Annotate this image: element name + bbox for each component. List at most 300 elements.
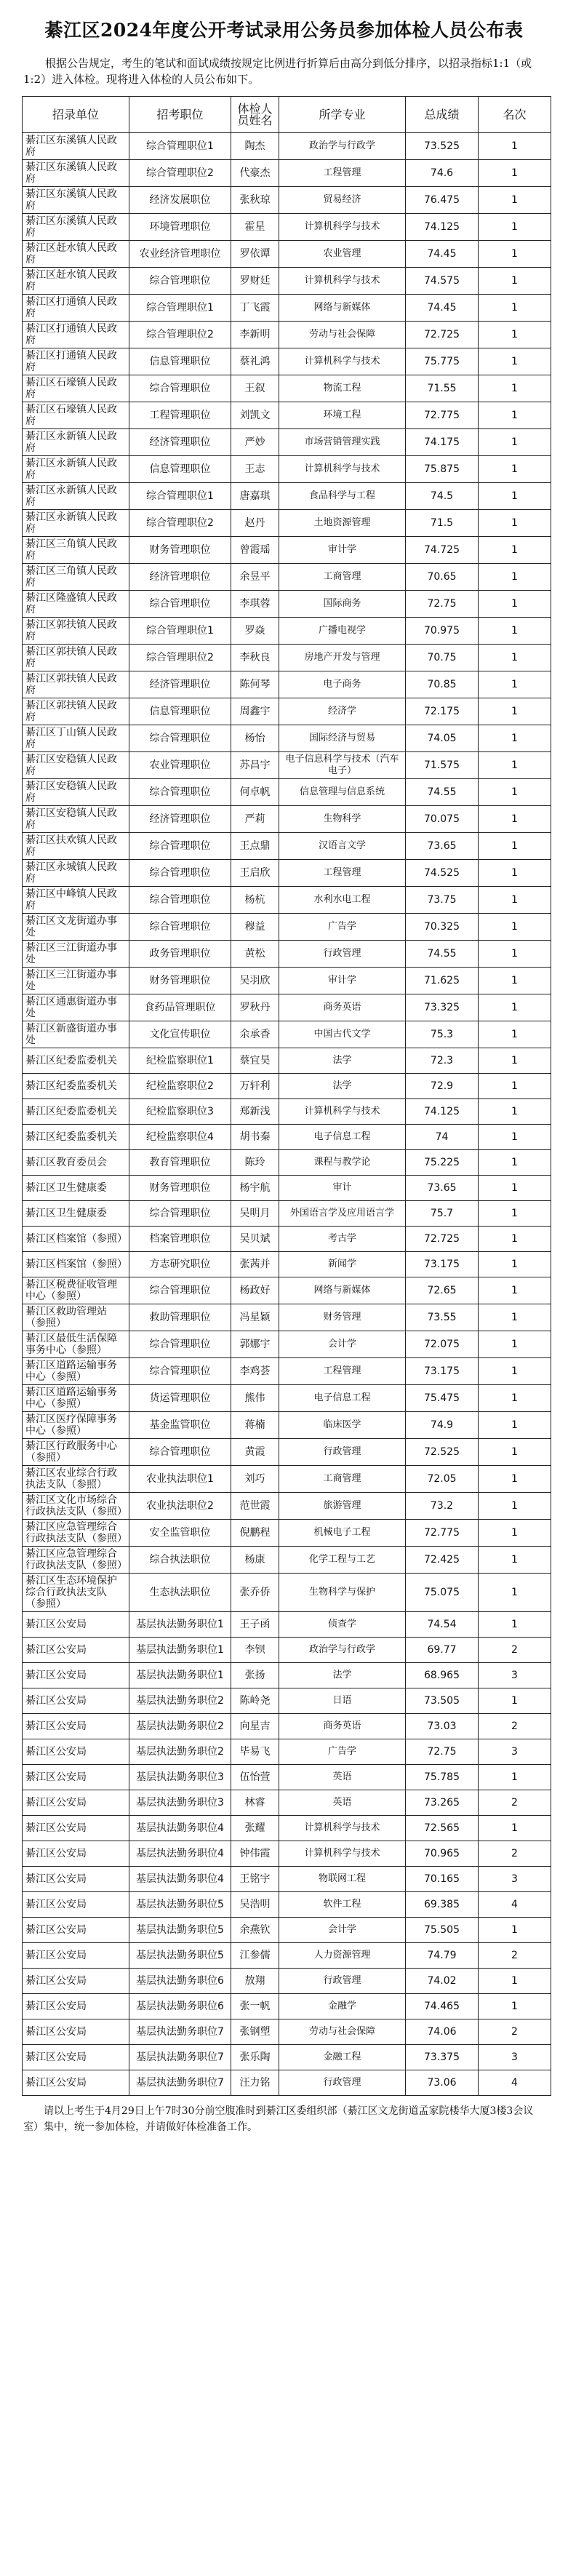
cell-score: 75.075	[406, 1574, 479, 1612]
cell-unit: 綦江区救助管理站（参照）	[23, 1304, 129, 1331]
cell-unit: 綦江区三角镇人民政府	[23, 564, 129, 591]
cell-position: 综合管理职位	[129, 1277, 231, 1304]
cell-rank: 1	[479, 1918, 551, 1943]
cell-position: 综合管理职位	[129, 1331, 231, 1358]
cell-position: 基金监管职位	[129, 1412, 231, 1439]
candidates-table	[22, 96, 551, 2096]
cell-unit: 綦江区公安局	[23, 2045, 129, 2070]
cell-name: 罗财廷	[231, 268, 279, 295]
cell-name: 杨康	[231, 1547, 279, 1574]
cell-name: 蔡宜昊	[231, 1048, 279, 1074]
cell-name: 李钡	[231, 1638, 279, 1663]
cell-unit: 綦江区最低生活保障事务中心（参照）	[23, 1331, 129, 1358]
cell-score: 72.775	[406, 402, 479, 429]
cell-rank: 2	[479, 2019, 551, 2045]
cell-unit: 綦江区东溪镇人民政府	[23, 214, 129, 241]
cell-name: 张钢塑	[231, 2019, 279, 2045]
cell-name: 张扬	[231, 1663, 279, 1688]
cell-name: 陈玲	[231, 1150, 279, 1176]
cell-major: 广告学	[279, 914, 406, 941]
cell-position: 财务管理职位	[129, 537, 231, 564]
cell-unit: 綦江区永新镇人民政府	[23, 456, 129, 483]
cell-name: 熊伟	[231, 1385, 279, 1412]
table-row	[23, 1816, 551, 1841]
cell-rank: 1	[479, 564, 551, 591]
table-row	[23, 1841, 551, 1867]
table-row	[23, 2070, 551, 2096]
table-row	[23, 618, 551, 645]
cell-position: 基层执法勤务职位5	[129, 1892, 231, 1918]
cell-rank: 4	[479, 2070, 551, 2096]
cell-name: 伍怡萱	[231, 1765, 279, 1790]
footer-note: 请以上考生于4月29日上午7时30分前空腹准时到綦江区委组织部（綦江区文龙街道孟家院楼华大厦3楼3会议室）集中，统一参加体检，并请做好体检准备工作。	[23, 2105, 534, 2133]
cell-unit: 綦江区三江街道办事处	[23, 968, 129, 994]
cell-unit: 綦江区公安局	[23, 1918, 129, 1943]
cell-major: 新闻学	[279, 1252, 406, 1277]
cell-position: 生态执法职位	[129, 1574, 231, 1612]
cell-rank: 1	[479, 295, 551, 322]
header-name: 体检人员姓名	[231, 97, 279, 133]
cell-unit: 綦江区公安局	[23, 1816, 129, 1841]
cell-major: 土地资源管理	[279, 510, 406, 537]
cell-rank: 1	[479, 1969, 551, 1994]
cell-major: 网络与新媒体	[279, 295, 406, 322]
table-row	[23, 1358, 551, 1385]
cell-position: 综合管理职位	[129, 833, 231, 860]
cell-position: 信息管理职位	[129, 456, 231, 483]
cell-unit: 綦江区道路运输事务中心（参照）	[23, 1358, 129, 1385]
cell-score: 70.965	[406, 1841, 479, 1867]
cell-position: 综合管理职位	[129, 375, 231, 402]
cell-position: 档案管理职位	[129, 1227, 231, 1252]
cell-major: 英语	[279, 1790, 406, 1816]
cell-position: 工程管理职位	[129, 402, 231, 429]
cell-unit: 綦江区公安局	[23, 1841, 129, 1867]
cell-position: 基层执法勤务职位4	[129, 1867, 231, 1892]
cell-unit: 綦江区公安局	[23, 1714, 129, 1739]
cell-major: 行政管理	[279, 1969, 406, 1994]
cell-position: 综合管理职位2	[129, 510, 231, 537]
cell-position: 文化宣传职位	[129, 1021, 231, 1048]
table-row	[23, 322, 551, 348]
cell-score: 74.725	[406, 537, 479, 564]
cell-rank: 2	[479, 1638, 551, 1663]
cell-score: 72.075	[406, 1331, 479, 1358]
cell-unit: 綦江区安稳镇人民政府	[23, 752, 129, 779]
cell-score: 75.505	[406, 1918, 479, 1943]
cell-unit: 綦江区公安局	[23, 1663, 129, 1688]
cell-score: 74.02	[406, 1969, 479, 1994]
cell-score: 74.05	[406, 725, 479, 752]
cell-position: 经济管理职位	[129, 671, 231, 698]
cell-unit: 綦江区打通镇人民政府	[23, 348, 129, 375]
cell-name: 张耀	[231, 1816, 279, 1841]
cell-score: 76.475	[406, 187, 479, 214]
cell-unit: 綦江区公安局	[23, 1994, 129, 2019]
cell-unit: 綦江区隆盛镇人民政府	[23, 591, 129, 618]
cell-score: 72.565	[406, 1816, 479, 1841]
cell-unit: 綦江区公安局	[23, 1612, 129, 1638]
cell-unit: 綦江区石壕镇人民政府	[23, 375, 129, 402]
table-row	[23, 1385, 551, 1412]
cell-name: 余昱平	[231, 564, 279, 591]
cell-unit: 綦江区安稳镇人民政府	[23, 806, 129, 833]
cell-unit: 綦江区石壕镇人民政府	[23, 402, 129, 429]
cell-unit: 綦江区新盛街道办事处	[23, 1021, 129, 1048]
cell-major: 物流工程	[279, 375, 406, 402]
cell-position: 环境管理职位	[129, 214, 231, 241]
table-row	[23, 1714, 551, 1739]
cell-position: 基层执法勤务职位6	[129, 1969, 231, 1994]
cell-name: 林睿	[231, 1790, 279, 1816]
table-row	[23, 833, 551, 860]
cell-unit: 綦江区公安局	[23, 1867, 129, 1892]
cell-position: 综合管理职位	[129, 1358, 231, 1385]
table-row	[23, 806, 551, 833]
cell-major: 工程管理	[279, 160, 406, 187]
cell-score: 73.375	[406, 2045, 479, 2070]
cell-score: 74.55	[406, 941, 479, 968]
cell-unit: 綦江区公安局	[23, 1739, 129, 1765]
cell-major: 审计学	[279, 968, 406, 994]
table-row	[23, 1439, 551, 1466]
cell-major: 法学	[279, 1663, 406, 1688]
cell-position: 综合管理职位	[129, 914, 231, 941]
cell-name: 杨怡	[231, 725, 279, 752]
table-row	[23, 537, 551, 564]
cell-position: 财务管理职位	[129, 968, 231, 994]
table-row	[23, 1867, 551, 1892]
cell-major: 计算机科学与技术	[279, 1841, 406, 1867]
cell-rank: 1	[479, 402, 551, 429]
cell-unit: 綦江区公安局	[23, 1688, 129, 1714]
cell-position: 基层执法勤务职位7	[129, 2070, 231, 2096]
cell-name: 汪力铭	[231, 2070, 279, 2096]
cell-major: 农业管理	[279, 241, 406, 268]
cell-name: 严妙	[231, 429, 279, 456]
cell-position: 综合管理职位	[129, 268, 231, 295]
table-row	[23, 1277, 551, 1304]
cell-position: 综合管理职位	[129, 887, 231, 914]
cell-major: 金融工程	[279, 2045, 406, 2070]
cell-major: 会计学	[279, 1331, 406, 1358]
cell-score: 70.65	[406, 564, 479, 591]
table-row	[23, 1493, 551, 1520]
cell-unit: 綦江区卫生健康委	[23, 1176, 129, 1201]
cell-unit: 綦江区文化市场综合行政执法支队（参照）	[23, 1493, 129, 1520]
cell-position: 经济发展职位	[129, 187, 231, 214]
cell-name: 严莉	[231, 806, 279, 833]
cell-position: 基层执法勤务职位4	[129, 1816, 231, 1841]
cell-unit: 綦江区打通镇人民政府	[23, 295, 129, 322]
cell-position: 教育管理职位	[129, 1150, 231, 1176]
cell-name: 陈岭尧	[231, 1688, 279, 1714]
cell-name: 吴贝斌	[231, 1227, 279, 1252]
table-row	[23, 1048, 551, 1074]
cell-name: 张茜并	[231, 1252, 279, 1277]
cell-position: 基层执法勤务职位5	[129, 1943, 231, 1969]
cell-name: 万轩利	[231, 1074, 279, 1099]
cell-rank: 1	[479, 1816, 551, 1841]
cell-position: 纪检监察职位2	[129, 1074, 231, 1099]
cell-name: 张一帆	[231, 1994, 279, 2019]
cell-name: 敖翔	[231, 1969, 279, 1994]
cell-unit: 綦江区赶水镇人民政府	[23, 241, 129, 268]
cell-position: 综合执法职位	[129, 1547, 231, 1574]
cell-major: 行政管理	[279, 1439, 406, 1466]
cell-score: 73.505	[406, 1688, 479, 1714]
cell-major: 化学工程与工艺	[279, 1547, 406, 1574]
cell-position: 基层执法勤务职位2	[129, 1688, 231, 1714]
cell-unit: 綦江区丁山镇人民政府	[23, 725, 129, 752]
cell-rank: 1	[479, 1331, 551, 1358]
cell-name: 王启欣	[231, 860, 279, 887]
cell-score: 72.775	[406, 1520, 479, 1547]
table-row	[23, 1125, 551, 1150]
cell-rank: 1	[479, 806, 551, 833]
cell-score: 74.06	[406, 2019, 479, 2045]
cell-rank: 1	[479, 1612, 551, 1638]
cell-position: 基层执法勤务职位2	[129, 1714, 231, 1739]
cell-position: 经济管理职位	[129, 806, 231, 833]
cell-rank: 1	[479, 645, 551, 671]
cell-major: 侦查学	[279, 1612, 406, 1638]
cell-score: 75.875	[406, 456, 479, 483]
cell-score: 73.525	[406, 133, 479, 160]
cell-unit: 綦江区永新镇人民政府	[23, 510, 129, 537]
cell-name: 吴羽欣	[231, 968, 279, 994]
cell-position: 综合管理职位1	[129, 618, 231, 645]
cell-name: 蒋楠	[231, 1412, 279, 1439]
cell-rank: 1	[479, 1358, 551, 1385]
cell-score: 75.225	[406, 1150, 479, 1176]
cell-rank: 1	[479, 1520, 551, 1547]
table-row	[23, 483, 551, 510]
table-row	[23, 429, 551, 456]
table-row	[23, 671, 551, 698]
cell-name: 余承香	[231, 1021, 279, 1048]
cell-name: 吴浩明	[231, 1892, 279, 1918]
table-row	[23, 1688, 551, 1714]
cell-rank: 1	[479, 1021, 551, 1048]
cell-rank: 4	[479, 1892, 551, 1918]
cell-major: 经济学	[279, 698, 406, 725]
table-row	[23, 968, 551, 994]
table-row	[23, 295, 551, 322]
cell-major: 电子商务	[279, 671, 406, 698]
cell-name: 李琪蓉	[231, 591, 279, 618]
cell-name: 李新明	[231, 322, 279, 348]
table-row	[23, 914, 551, 941]
cell-name: 刘巧	[231, 1466, 279, 1493]
cell-name: 罗焱	[231, 618, 279, 645]
cell-position: 经济管理职位	[129, 429, 231, 456]
cell-position: 综合管理职位	[129, 1201, 231, 1227]
cell-unit: 綦江区公安局	[23, 2019, 129, 2045]
cell-major: 汉语言文学	[279, 833, 406, 860]
cell-position: 政务管理职位	[129, 941, 231, 968]
table-row	[23, 268, 551, 295]
cell-name: 胡书秦	[231, 1125, 279, 1150]
cell-position: 基层执法勤务职位4	[129, 1841, 231, 1867]
cell-major: 工商管理	[279, 1466, 406, 1493]
cell-major: 电子信息科学与技术（汽车电子）	[279, 752, 406, 779]
page-title: 綦江区2024年度公开考试录用公务员参加体检人员公布表	[44, 20, 524, 41]
cell-score: 74.45	[406, 241, 479, 268]
table-row	[23, 348, 551, 375]
cell-position: 综合管理职位	[129, 860, 231, 887]
cell-score: 74.5	[406, 483, 479, 510]
cell-major: 国际经济与贸易	[279, 725, 406, 752]
cell-score: 75.475	[406, 1385, 479, 1412]
cell-position: 基层执法勤务职位3	[129, 1765, 231, 1790]
cell-score: 74.55	[406, 779, 479, 806]
cell-rank: 1	[479, 1304, 551, 1331]
cell-position: 基层执法勤务职位5	[129, 1918, 231, 1943]
cell-major: 计算机科学与技术	[279, 348, 406, 375]
cell-unit: 綦江区永城镇人民政府	[23, 860, 129, 887]
cell-score: 72.725	[406, 1227, 479, 1252]
cell-score: 73.2	[406, 1493, 479, 1520]
table-row	[23, 1612, 551, 1638]
cell-unit: 綦江区应急管理综合行政执法支队（参照）	[23, 1520, 129, 1547]
cell-score: 73.06	[406, 2070, 479, 2096]
cell-major: 中国古代文学	[279, 1021, 406, 1048]
cell-score: 72.75	[406, 1739, 479, 1765]
cell-major: 计算机科学与技术	[279, 268, 406, 295]
cell-rank: 1	[479, 725, 551, 752]
cell-score: 75.3	[406, 1021, 479, 1048]
cell-major: 行政管理	[279, 941, 406, 968]
cell-name: 刘凯文	[231, 402, 279, 429]
cell-major: 环境工程	[279, 402, 406, 429]
cell-major: 财务管理	[279, 1304, 406, 1331]
cell-name: 郭娜宇	[231, 1331, 279, 1358]
cell-major: 生物科学与保护	[279, 1574, 406, 1612]
cell-position: 基层执法勤务职位3	[129, 1790, 231, 1816]
table-row	[23, 1099, 551, 1125]
cell-unit: 綦江区郭扶镇人民政府	[23, 698, 129, 725]
cell-major: 软件工程	[279, 1892, 406, 1918]
cell-major: 生物科学	[279, 806, 406, 833]
cell-score: 73.265	[406, 1790, 479, 1816]
cell-unit: 綦江区公安局	[23, 1969, 129, 1994]
cell-rank: 3	[479, 1867, 551, 1892]
cell-name: 钟伟霞	[231, 1841, 279, 1867]
cell-name: 毕易飞	[231, 1739, 279, 1765]
cell-rank: 1	[479, 1074, 551, 1099]
table-row	[23, 1074, 551, 1099]
cell-score: 73.175	[406, 1358, 479, 1385]
cell-score: 75.785	[406, 1765, 479, 1790]
table-row	[23, 402, 551, 429]
cell-name: 李鸡荟	[231, 1358, 279, 1385]
cell-rank: 1	[479, 1466, 551, 1493]
table-row	[23, 994, 551, 1021]
cell-score: 73.325	[406, 994, 479, 1021]
table-header-row	[23, 97, 551, 133]
cell-position: 经济管理职位	[129, 564, 231, 591]
cell-position: 纪检监察职位3	[129, 1099, 231, 1125]
cell-score: 74	[406, 1125, 479, 1150]
cell-position: 信息管理职位	[129, 698, 231, 725]
cell-major: 工程管理	[279, 860, 406, 887]
cell-position: 救助管理职位	[129, 1304, 231, 1331]
cell-rank: 1	[479, 268, 551, 295]
cell-rank: 1	[479, 1150, 551, 1176]
cell-score: 70.85	[406, 671, 479, 698]
cell-score: 74.9	[406, 1412, 479, 1439]
intro-paragraph: 根据公告规定，考生的笔试和面试成绩按规定比例进行折算后由高分到低分排序，以招录指标1:1（或1:2）进入体检。现将进入体检的人员公布如下。	[23, 57, 532, 86]
cell-position: 综合管理职位1	[129, 133, 231, 160]
cell-position: 方志研究职位	[129, 1252, 231, 1277]
cell-name: 黄霞	[231, 1439, 279, 1466]
table-row	[23, 510, 551, 537]
table-row	[23, 133, 551, 160]
cell-rank: 1	[479, 1385, 551, 1412]
cell-name: 向星吉	[231, 1714, 279, 1739]
cell-major: 计算机科学与技术	[279, 1816, 406, 1841]
table-row	[23, 564, 551, 591]
cell-rank: 1	[479, 1201, 551, 1227]
cell-rank: 1	[479, 779, 551, 806]
cell-name: 赵丹	[231, 510, 279, 537]
cell-name: 王志	[231, 456, 279, 483]
cell-name: 陈何琴	[231, 671, 279, 698]
table-row	[23, 1412, 551, 1439]
cell-unit: 綦江区公安局	[23, 1892, 129, 1918]
table-row	[23, 645, 551, 671]
cell-score: 70.075	[406, 806, 479, 833]
table-row	[23, 1021, 551, 1048]
cell-position: 农业管理职位	[129, 752, 231, 779]
cell-position: 基层执法勤务职位1	[129, 1663, 231, 1688]
cell-score: 70.165	[406, 1867, 479, 1892]
table-row	[23, 1304, 551, 1331]
table-row	[23, 887, 551, 914]
cell-score: 73.55	[406, 1304, 479, 1331]
cell-major: 贸易经济	[279, 187, 406, 214]
cell-major: 计算机科学与技术	[279, 214, 406, 241]
cell-score: 72.425	[406, 1547, 479, 1574]
cell-major: 课程与教学论	[279, 1150, 406, 1176]
cell-unit: 綦江区卫生健康委	[23, 1201, 129, 1227]
cell-position: 货运管理职位	[129, 1385, 231, 1412]
cell-name: 周鑫宇	[231, 698, 279, 725]
cell-major: 临床医学	[279, 1412, 406, 1439]
cell-rank: 1	[479, 429, 551, 456]
cell-score: 71.625	[406, 968, 479, 994]
cell-rank: 1	[479, 1493, 551, 1520]
table-row	[23, 1331, 551, 1358]
cell-rank: 1	[479, 968, 551, 994]
cell-score: 73.65	[406, 833, 479, 860]
table-row	[23, 1227, 551, 1252]
cell-position: 综合管理职位1	[129, 295, 231, 322]
cell-major: 日语	[279, 1688, 406, 1714]
cell-position: 纪检监察职位4	[129, 1125, 231, 1150]
cell-unit: 綦江区东溪镇人民政府	[23, 133, 129, 160]
table-row	[23, 456, 551, 483]
cell-unit: 綦江区医疗保障事务中心（参照）	[23, 1412, 129, 1439]
cell-name: 罗依谭	[231, 241, 279, 268]
cell-unit: 綦江区公安局	[23, 1765, 129, 1790]
cell-unit: 綦江区通惠街道办事处	[23, 994, 129, 1021]
cell-position: 综合管理职位	[129, 591, 231, 618]
cell-unit: 綦江区三江街道办事处	[23, 941, 129, 968]
cell-rank: 1	[479, 1765, 551, 1790]
cell-name: 范世霞	[231, 1493, 279, 1520]
